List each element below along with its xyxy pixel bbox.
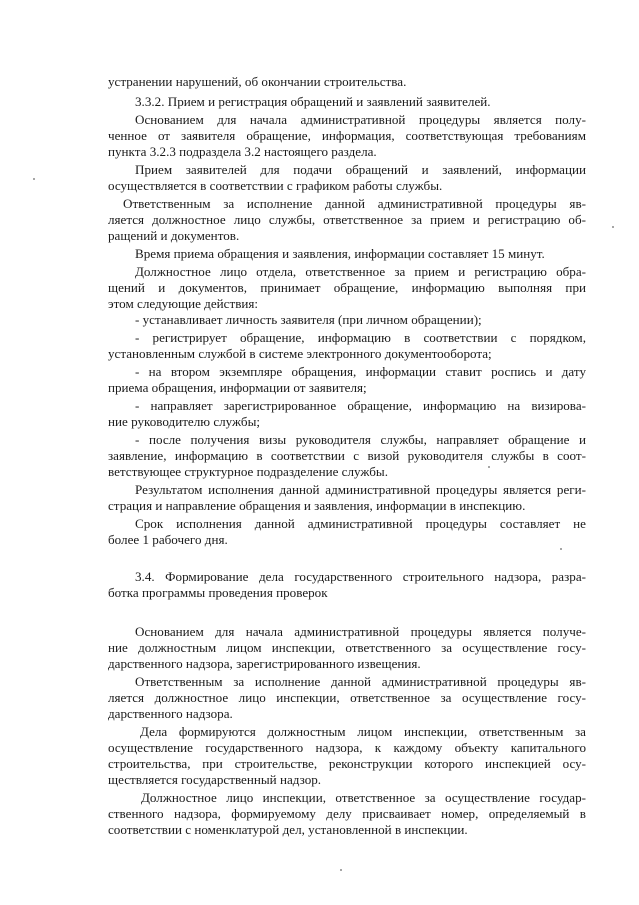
- text-line: ственного надзора, формируемому делу присваивает номер, определяемый в: [108, 806, 586, 821]
- scan-speck: [488, 466, 490, 468]
- text-line: ние руководителю службы;: [108, 414, 261, 429]
- text-line: осуществление государственного надзора, к каждому объекту капитального: [108, 740, 586, 755]
- text-line: установленным службой в системе электронного документооборота;: [108, 346, 492, 361]
- section-heading: 3.3.2. Прием и регистрация обращений и заявлений заявителей.: [135, 94, 491, 109]
- text-line: ществляется государственный надзор.: [108, 772, 322, 787]
- text-line: ляется должностное лицо инспекции, ответственное за осуществление госу-: [108, 690, 586, 705]
- text-line: ветствующее структурное подразделение службы.: [108, 464, 388, 479]
- text-line: ляется должностное лицо службы, ответственное за прием и регистрацию об-: [108, 212, 586, 227]
- text-line: дарственного надзора, зарегистрированного извещения.: [108, 656, 421, 671]
- text-line: осуществляется в соответствии с графиком работы службы.: [108, 178, 443, 193]
- scan-speck: [560, 548, 562, 550]
- text-line: Прием заявителей для подачи обращений и заявлений, информации: [135, 162, 586, 177]
- list-item: - направляет зарегистрированное обращение, информацию на визирова-: [135, 398, 586, 413]
- text-line: приема обращения, информации от заявителя;: [108, 380, 367, 395]
- text-line: ченное от заявителя обращение, информация, соответствующая требованиям: [108, 128, 586, 143]
- text-line: Результатом исполнения данной административной процедуры является реги-: [135, 482, 586, 497]
- text-line: устранении нарушений, об окончании строительства.: [108, 74, 407, 89]
- text-line: ращений и документов.: [108, 228, 240, 243]
- text-line: пункта 3.2.3 подраздела 3.2 настоящего раздела.: [108, 144, 377, 159]
- text-line: ние должностным лицом инспекции, ответственного за осуществление госу-: [108, 640, 586, 655]
- section-heading: 3.4. Формирование дела государственного строительного надзора, разра-: [135, 569, 586, 584]
- text-line: строительства, при строительстве, реконструкции которого инспекцией осу-: [108, 756, 586, 771]
- list-item: - регистрирует обращение, информацию в соответствии с порядком,: [135, 330, 586, 345]
- text-line: Срок исполнения данной административной процедуры составляет не: [135, 516, 586, 531]
- section-heading: ботка программы проведения проверок: [108, 585, 328, 600]
- text-line: Дела формируются должностным лицом инспекции, ответственным за: [140, 724, 586, 739]
- text-line: Ответственным за исполнение данной административной процедуры яв-: [135, 674, 586, 689]
- scan-speck: [612, 226, 614, 228]
- text-line: щений и документов, принимает обращение, информацию выполняя при: [108, 280, 586, 295]
- text-line: Основанием для начала административной процедуры является полу-: [135, 112, 586, 127]
- scan-speck: [33, 178, 35, 180]
- list-item: - на втором экземпляре обращения, информации ставит роспись и дату: [135, 364, 586, 379]
- text-line: этом следующие действия:: [108, 296, 259, 311]
- text-line: заявление, информацию в соответствии с визой руководителя службы в соот-: [108, 448, 586, 463]
- text-line: Основанием для начала административной процедуры является получе-: [135, 624, 586, 639]
- text-line: дарственного надзора.: [108, 706, 233, 721]
- text-line: Должностное лицо инспекции, ответственное за осуществление государ-: [141, 790, 586, 805]
- text-line: соответствии с номенклатурой дел, установленной в инспекции.: [108, 822, 468, 837]
- scan-speck: [340, 869, 342, 871]
- list-item: - устанавливает личность заявителя (при личном обращении);: [135, 312, 482, 327]
- list-item: - после получения визы руководителя службы, направляет обращение и: [135, 432, 586, 447]
- text-line: Ответственным за исполнение данной административной процедуры яв-: [123, 196, 586, 211]
- text-line: страция и направление обращения и заявления, информации в инспекцию.: [108, 498, 526, 513]
- text-line: Должностное лицо отдела, ответственное за прием и регистрацию обра-: [135, 264, 586, 279]
- text-line: более 1 рабочего дня.: [108, 532, 228, 547]
- text-line: Время приема обращения и заявления, информации составляет 15 минут.: [135, 246, 545, 261]
